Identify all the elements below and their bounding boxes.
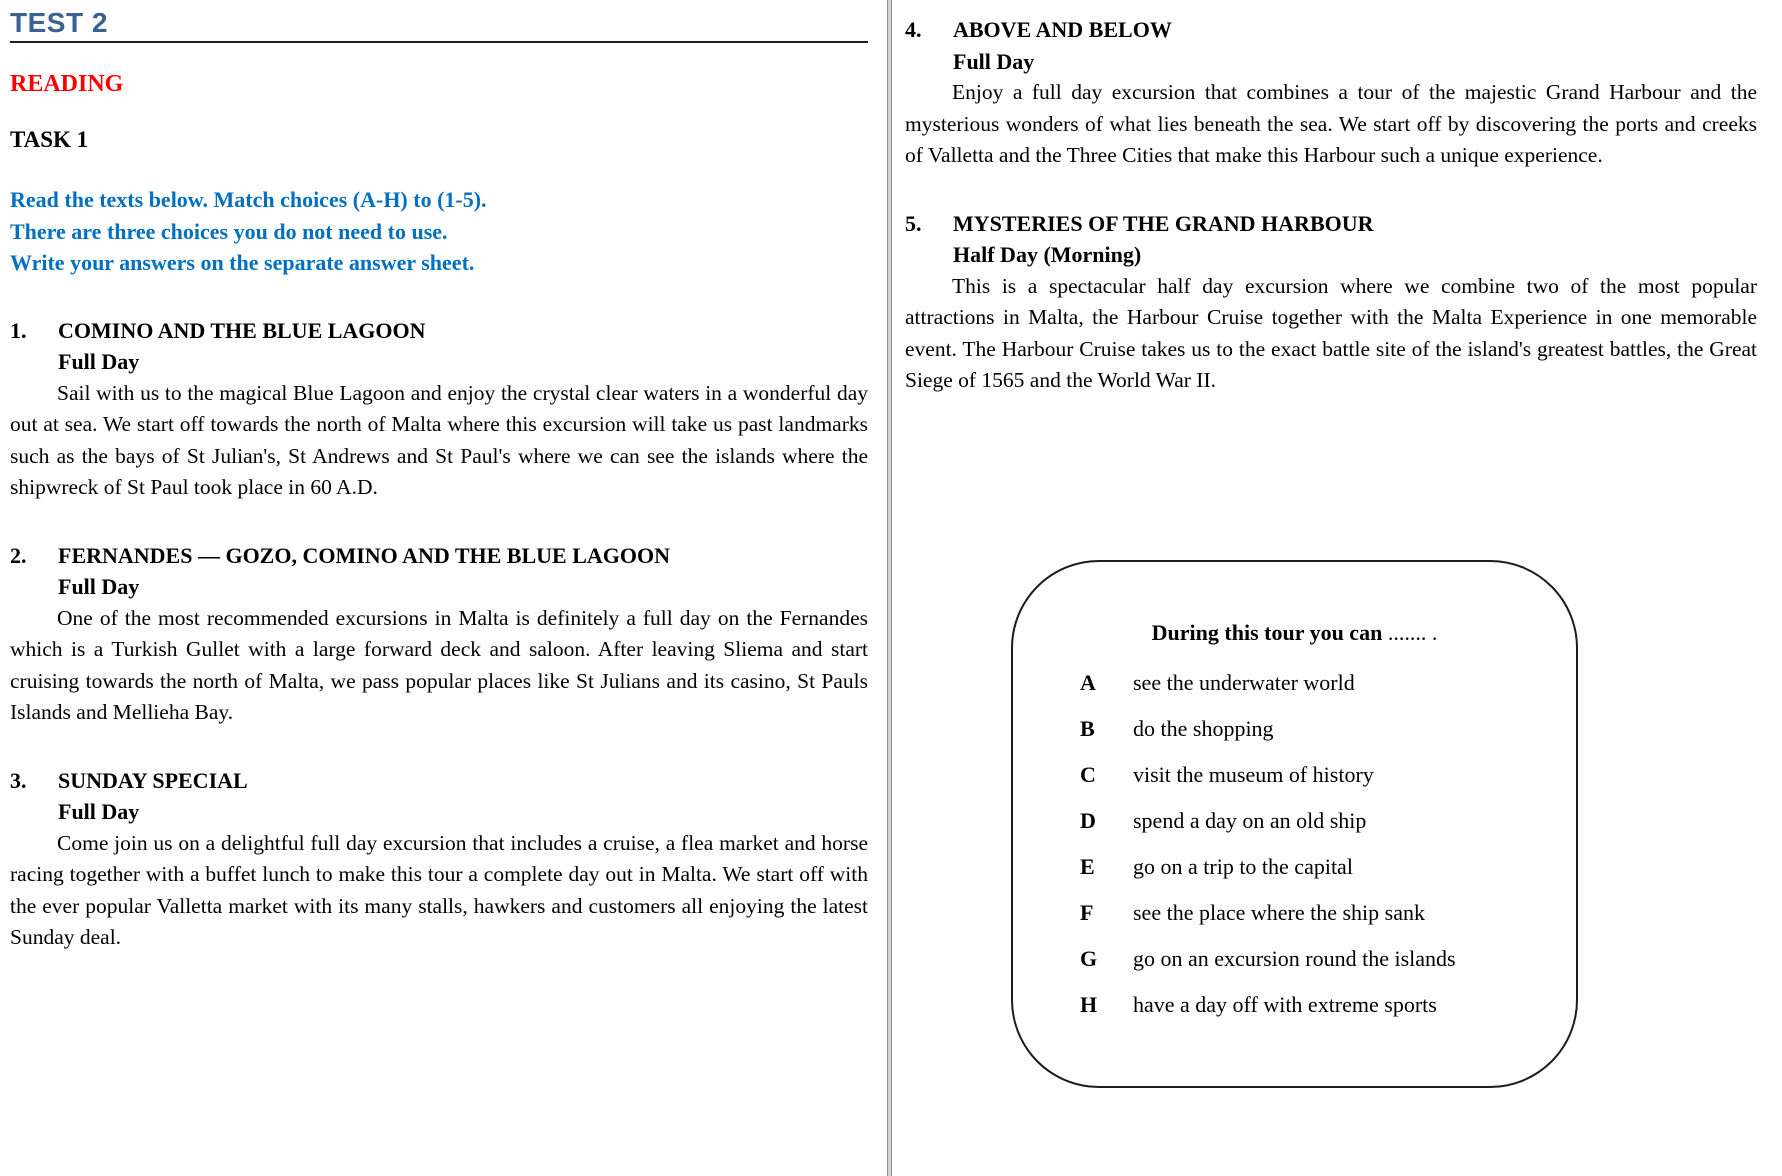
passage-4-title: ABOVE AND BELOW (953, 17, 1172, 42)
choice-H-text: have a day off with extreme sports (1133, 991, 1437, 1017)
choice-A-text: see the underwater world (1133, 669, 1355, 695)
passage-1-number: 1. (10, 317, 27, 343)
choice-F-text: see the place where the ship sank (1133, 899, 1425, 925)
passage-1-title: COMINO AND THE BLUE LAGOON (58, 317, 426, 343)
passage-2-title: FERNANDES — GOZO, COMINO AND THE BLUE LAGOON (58, 542, 671, 568)
passage-2-number: 2. (10, 542, 27, 568)
instruction-line-1: Read the texts below. Match choices (A-H) to (1-5). (10, 187, 487, 212)
choice-C (1080, 752, 1576, 798)
choices-box-title (1013, 618, 1576, 648)
instruction-line-3: Write your answers on the separate answer sheet. (10, 250, 475, 275)
passage-1 (10, 315, 868, 504)
passage-2-duration: Full Day (58, 574, 140, 599)
choice-G-letter: G (1080, 945, 1098, 971)
choices-box-title-dots: ....... . (1387, 619, 1438, 645)
passage-5-duration: Half Day (Morning) (953, 242, 1142, 267)
choice-D-letter: D (1080, 807, 1096, 833)
choice-G-text: go on an excursion round the islands (1133, 945, 1456, 971)
choice-H-letter: H (1080, 991, 1098, 1017)
choice-A-letter: A (1080, 669, 1096, 695)
passage-2 (10, 540, 868, 729)
choice-G (1080, 936, 1576, 982)
choice-B-text: do the shopping (1133, 715, 1274, 741)
passage-3 (10, 765, 868, 954)
choice-C-text: visit the museum of history (1133, 761, 1374, 787)
choice-F-letter: F (1080, 899, 1094, 925)
passage-5-number: 5. (905, 210, 922, 236)
passage-3-text: Come join us on a delightful full day excursion that includes a cruise, a flea market and horse racing together with a buffet lunch to make this tour a complete day out in Malta. We start off with the ever popular Valletta market with its many stalls, hawkers and customers all enjoying the latest Sunday deal. (10, 830, 868, 949)
choices-box (1011, 560, 1578, 1088)
choice-E-text: go on a trip to the capital (1133, 853, 1353, 879)
title-underline-rule (10, 41, 868, 43)
passage-4-text: Enjoy a full day excursion that combines a tour of the majestic Grand Harbour and the mysterious wonders of what lies beneath the sea. We start off by discovering the ports and creeks of Valletta and the Three Cities that make this Harbour such a unique experience. (905, 80, 1757, 167)
choices-box-title-text: During this tour you can (1151, 619, 1383, 645)
choice-H (1080, 982, 1576, 1028)
page-title: TEST 2 (10, 7, 108, 38)
choice-A (1080, 660, 1576, 706)
left-column (10, 0, 868, 954)
passage-5-text: This is a spectacular half day excursion where we combine two of the most popular attractions in Malta, the Harbour Cruise together with the Malta Experience in one memorable event. The Harbour Cruise takes us to the exact battle site of the island's greatest battles, the Great Siege of 1565 and the World War II. (905, 273, 1757, 392)
choice-D (1080, 798, 1576, 844)
passage-4-number: 4. (905, 17, 922, 42)
choice-E (1080, 844, 1576, 890)
passage-1-text: Sail with us to the magical Blue Lagoon and enjoy the crystal clear waters in a wonderful day out at sea. We start off towards the north of Malta where this excursion will take us past landmarks such as the bays of St Julian's, St Andrews and St Paul's where we can see the islands where the shipwreck of St Paul took place in 60 A.D. (10, 380, 868, 499)
task-heading: TASK 1 (10, 127, 89, 152)
passage-4 (905, 14, 1757, 172)
column-divider (887, 0, 892, 1176)
passage-3-duration: Full Day (58, 799, 140, 824)
passage-2-text: One of the most recommended excursions in Malta is definitely a full day on the Fernandes which is a Turkish Gullet with a large forward deck and saloon. After leaving Sliema and start cruising towards the north of Malta, we pass popular places like St Julians and its casino, St Pauls Islands and Mellieha Bay. (10, 605, 868, 724)
choice-B (1080, 706, 1576, 752)
instruction-line-2: There are three choices you do not need to use. (10, 218, 448, 244)
passage-5-title: MYSTERIES OF THE GRAND HARBOUR (953, 210, 1374, 236)
choice-B-letter: B (1080, 715, 1095, 741)
passage-3-number: 3. (10, 767, 27, 793)
passage-3-title: SUNDAY SPECIAL (58, 767, 248, 793)
choice-D-text: spend a day on an old ship (1133, 807, 1367, 833)
choice-F (1080, 890, 1576, 936)
reading-section-heading: READING (10, 71, 124, 97)
right-column (905, 0, 1757, 1088)
passage-5 (905, 208, 1757, 397)
choice-E-letter: E (1080, 853, 1095, 879)
choice-C-letter: C (1080, 761, 1096, 787)
task-instructions (10, 184, 868, 279)
passage-4-duration: Full Day (953, 48, 1035, 74)
passage-1-duration: Full Day (58, 349, 140, 374)
